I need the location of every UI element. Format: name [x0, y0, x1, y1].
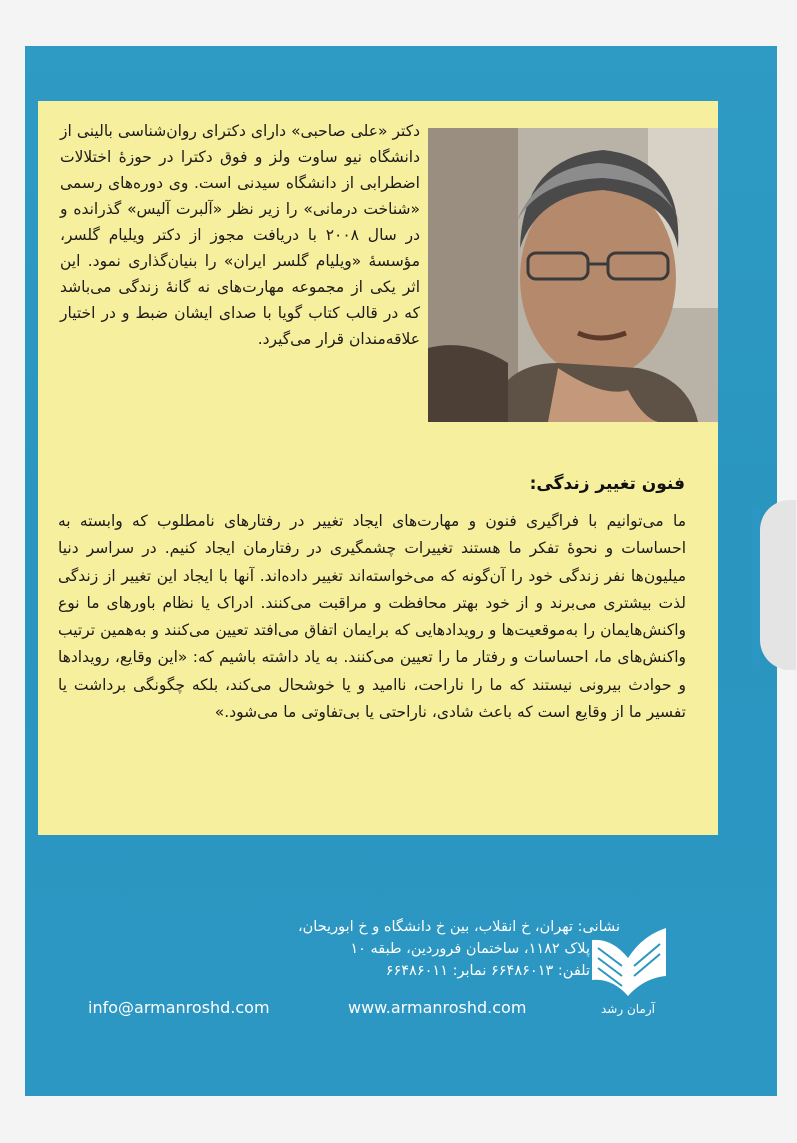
email-link[interactable]: info@armanroshd.com [88, 998, 270, 1017]
address-line-2: پلاک ۱۱۸۲، ساختمان فروردین، طبقه ۱۰ [350, 941, 590, 957]
cover-tab [760, 500, 796, 670]
author-photo [428, 128, 718, 422]
cover-tab-edge [752, 505, 760, 665]
section-heading: فنون تغییر زندگی: [529, 474, 685, 494]
section-body: ما می‌توانیم با فراگیری فنون و مهارت‌های ایجاد تغییر در رفتارهای نامطلوب که وابسته به احساسات و نحوهٔ تفکر ما هستند تغییرات چشمگیری در رفتارمان ایجاد کنیم. در سراسر دنیا میلیون‌ها نفر زندگی خود را آن‌گونه که می‌خواسته‌اند تغییر داده‌اند. آنها با ایجاد این تغییر از زندگی لذت بیشتری می‌برند و از خود بهتر محافظت و مراقبت می‌کنند. ادراک یا نظام باورهای ما نوع واکنش‌هایمان را به‌موقعیت‌ها و رویدادهایی که برایمان اتفاق می‌افتد تعیین می‌کنند و به‌همین ترتیب واکنش‌های ما، احساسات و رفتار ما را تعیین می‌کنند. به یاد داشته باشیم که: «این وقایع، رویدادها و حوادث بیرونی نیستند که ما را ناراحت، ناامید و یا خوشحال می‌کند، بلکه چگونگی برداشت یا تفسیر ما از وقایع است که باعث شادی، ناراحتی یا بی‌تفاوتی ما می‌شود.» [58, 512, 686, 722]
publisher-logo-text: آرمان رشد [601, 1002, 655, 1016]
publisher-address [120, 916, 620, 982]
author-bio: دکتر «علی صاحبی» دارای دکترای روان‌شناسی بالینی از دانشگاه نیو ساوت ولز و فوق دکترا در حوزهٔ اختلالات اضطرابی از دانشگاه سیدنی است. وی دوره‌های رسمی «شناخت درمانی» را زیر نظر «آلبرت آلیس» گذرانده و در سال ۲۰۰۸ با دریافت مجوز از دکتر ویلیام گلسر، مؤسسهٔ «ویلیام گلسر ایران» را بنیان‌گذاری نمود. این اثر یکی از مجموعه مهارت‌های نه گانهٔ زندگی می‌باشد که در قالب کتاب گویا با صدای ایشان ضبط و در اختیار علاقه‌مندان قرار می‌گیرد. [60, 122, 420, 348]
website-link[interactable]: www.armanroshd.com [348, 998, 527, 1017]
phone-fax-line: تلفن: ۶۶۴۸۶۰۱۳ نمابر: ۶۶۴۸۶۰۱۱ [385, 963, 590, 979]
address-line-1: نشانی: تهران، خ انقلاب، بین خ دانشگاه و خ ابوریحان، [297, 919, 620, 935]
author-portrait-illustration [428, 128, 718, 422]
